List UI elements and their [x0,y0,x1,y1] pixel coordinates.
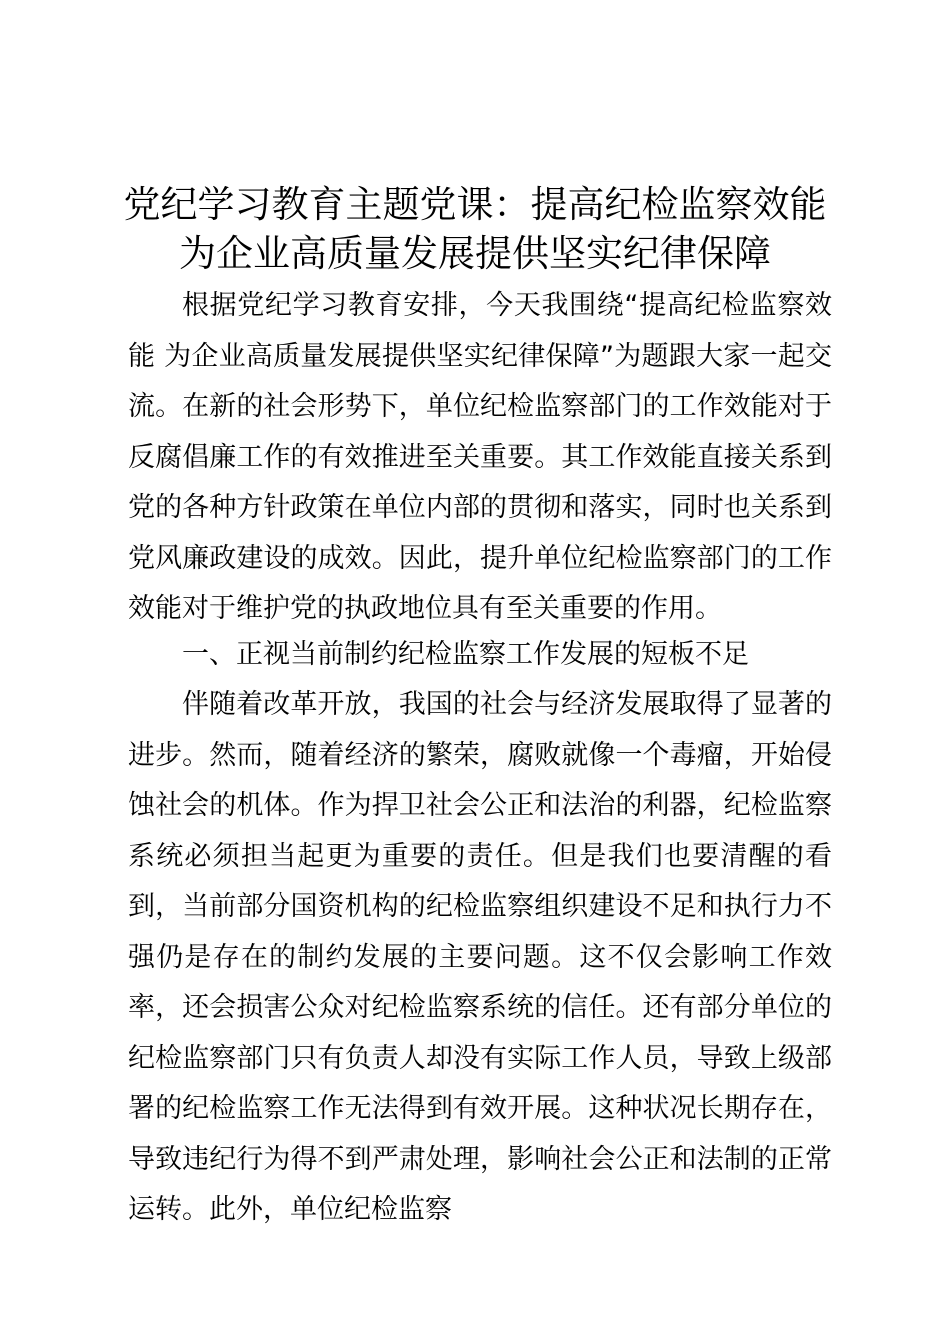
document-title-line-2: 为企业高质量发展提供坚实纪律保障 [179,232,771,275]
document-title-line-1: 党纪学习教育主题党课：提高纪检监察效能 [123,183,827,226]
paragraph-section-1: 伴随着改革开放，我国的社会与经济发展取得了显著的进步。然而，随着经济的繁荣，腐败就像一个毒瘤，开始侵蚀社会的机体。作为捍卫社会公正和法治的利器，纪检监察系统必须担当起更为重要的责任。但是我们也要清醒的看到，当前部分国资机构的纪检监察组织建设不足和执行力不强仍是存在的制约发展的主要问题。这不仅会影响工作效率，还会损害公众对纪检监察系统的信任。还有部分单位的纪检监察部门只有负责人却没有实际工作人员，导致上级部署的纪检监察工作无法得到有效开展。这种状况长期存在，导致违纪行为得不到严肃处理，影响社会公正和法制的正常运转。此外，单位纪检监察 [128,689,832,1225]
paragraph-intro: 根据党纪学习教育安排，今天我围绕“提高纪检监察效能 为企业高质量发展提供坚实纪律保障”为题跟大家一起交流。在新的社会形势下，单位纪检监察部门的工作效能对于反腐倡廉工作的有效推进至关重要。其工作效能直接关系到党的各种方针政策在单位内部的贯彻和落实，同时也关系到党风廉政建设的成效。因此，提升单位纪检监察部门的工作效能对于维护党的执政地位具有至关重要的作用。 [128,290,832,624]
section-heading-1: 一、正视当前制约纪检监察工作发展的短板不足 [182,639,749,670]
